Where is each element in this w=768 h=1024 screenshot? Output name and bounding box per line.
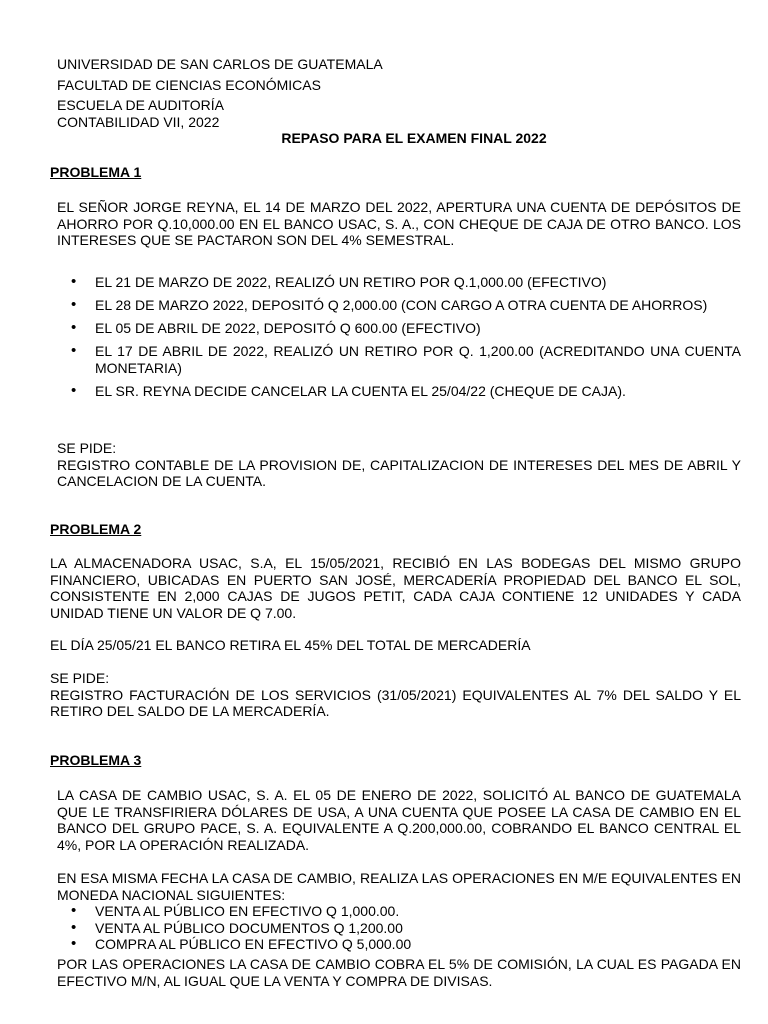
problema-1-intro: EL SEÑOR JORGE REYNA, EL 14 DE MARZO DEL 2022, APERTURA UNA CUENTA DE DEPÓSITOS DE AHORRO POR Q.10,000.00 EN EL BANCO USAC, S. A., CON CHEQUE DE CAJA DE OTRO BANCO. LOS INTERESES QUE SE PACTARON SON DEL 4% SEMESTRAL. (57, 199, 741, 248)
header-school: ESCUELA DE AUDITORÍA (57, 97, 225, 113)
header-university: UNIVERSIDAD DE SAN CARLOS DE GUATEMALA (57, 56, 383, 72)
list-item: • EL 21 DE MARZO DE 2022, REALIZÓ UN RETIRO POR Q.1,000.00 (EFECTIVO) (57, 274, 741, 291)
list-item: • VENTA AL PÚBLICO DOCUMENTOS Q 1,200.00 (57, 920, 741, 937)
list-item: • VENTA AL PÚBLICO EN EFECTIVO Q 1,000.00. (57, 903, 741, 920)
problema-2-requirements (50, 670, 741, 720)
problema-2-heading: PROBLEMA 2 (50, 521, 142, 537)
list-item: • EL 17 DE ABRIL DE 2022, REALIZÓ UN RETIRO POR Q. 1,200.00 (ACREDITANDO UNA CUENTA MONETARIA) (57, 343, 741, 376)
problema-1-heading: PROBLEMA 1 (50, 164, 142, 180)
list-item: • COMPRA AL PÚBLICO EN EFECTIVO Q 5,000.00 (57, 936, 741, 953)
problema-2-retiro: EL DÍA 25/05/21 EL BANCO RETIRA EL 45% DEL TOTAL DE MERCADERÍA (50, 637, 531, 653)
problema-2-intro: LA ALMACENADORA USAC, S.A, EL 15/05/2021, RECIBIÓ EN LAS BODEGAS DEL MISMO GRUPO FINANCIERO, UBICADAS EN PUERTO SAN JOSÉ, MERCADERÍA PROPIEDAD DEL BANCO EL SOL, CONSISTENTE EN 2,000 CAJAS DE JUGOS PETIT, CADA CAJA CONTIENE 12 UNIDADES Y CADA UNIDAD TIENE UN VALOR DE Q 7.00. (50, 555, 741, 621)
header-course: CONTABILIDAD VII, 2022 (57, 114, 220, 130)
problema-1-bullet-list (57, 274, 741, 406)
problema-2-se-pide: SE PIDE: (50, 670, 110, 686)
document-title: REPASO PARA EL EXAMEN FINAL 2022 (281, 130, 547, 146)
header-faculty: FACULTAD DE CIENCIAS ECONÓMICAS (57, 77, 321, 93)
problema-3-intro: LA CASA DE CAMBIO USAC, S. A. EL 05 DE ENERO DE 2022, SOLICITÓ AL BANCO DE GUATEMALA QUE LE TRANSFIRIERA DÓLARES DE USA, A UNA CUENTA QUE POSEE LA CASA DE CAMBIO EN EL BANCO DEL GRUPO PACE, S. A. EQUIVALENTE A Q.200,000.00, COBRANDO EL BANCO CENTRAL EL 4%, POR LA OPERACIÓN REALIZADA. (57, 787, 741, 853)
list-item: • EL 05 DE ABRIL DE 2022, DEPOSITÓ Q 600.00 (EFECTIVO) (57, 320, 741, 337)
problema-1-se-pide: SE PIDE: (57, 440, 117, 456)
problema-1-requirement: REGISTRO CONTABLE DE LA PROVISION DE, CAPITALIZACION DE INTERESES DEL MES DE ABRIL Y CANCELACION DE LA CUENTA. (57, 456, 741, 489)
problema-2-requirement: REGISTRO FACTURACIÓN DE LOS SERVICIOS (31/05/2021) EQUIVALENTES AL 7% DEL SALDO Y EL RETIRO DEL SALDO DE LA MERCADERÍA. (50, 686, 741, 719)
problema-3-operaciones: EN ESA MISMA FECHA LA CASA DE CAMBIO, REALIZA LAS OPERACIONES EN M/E EQUIVALENTES EN MONEDA NACIONAL SIGUIENTES: (57, 870, 741, 903)
list-item: • EL SR. REYNA DECIDE CANCELAR LA CUENTA EL 25/04/22 (CHEQUE DE CAJA). (57, 383, 741, 400)
problema-1-requirements (57, 440, 741, 490)
problema-3-heading: PROBLEMA 3 (50, 752, 142, 768)
list-item: • EL 28 DE MARZO 2022, DEPOSITÓ Q 2,000.00 (CON CARGO A OTRA CUENTA DE AHORROS) (57, 297, 741, 314)
problema-3-comision: POR LAS OPERACIONES LA CASA DE CAMBIO COBRA EL 5% DE COMISIÓN, LA CUAL ES PAGADA EN EFECTIVO M/N, AL IGUAL QUE LA VENTA Y COMPRA DE DIVISAS. (57, 956, 741, 989)
problema-3-bullet-list (57, 903, 741, 953)
